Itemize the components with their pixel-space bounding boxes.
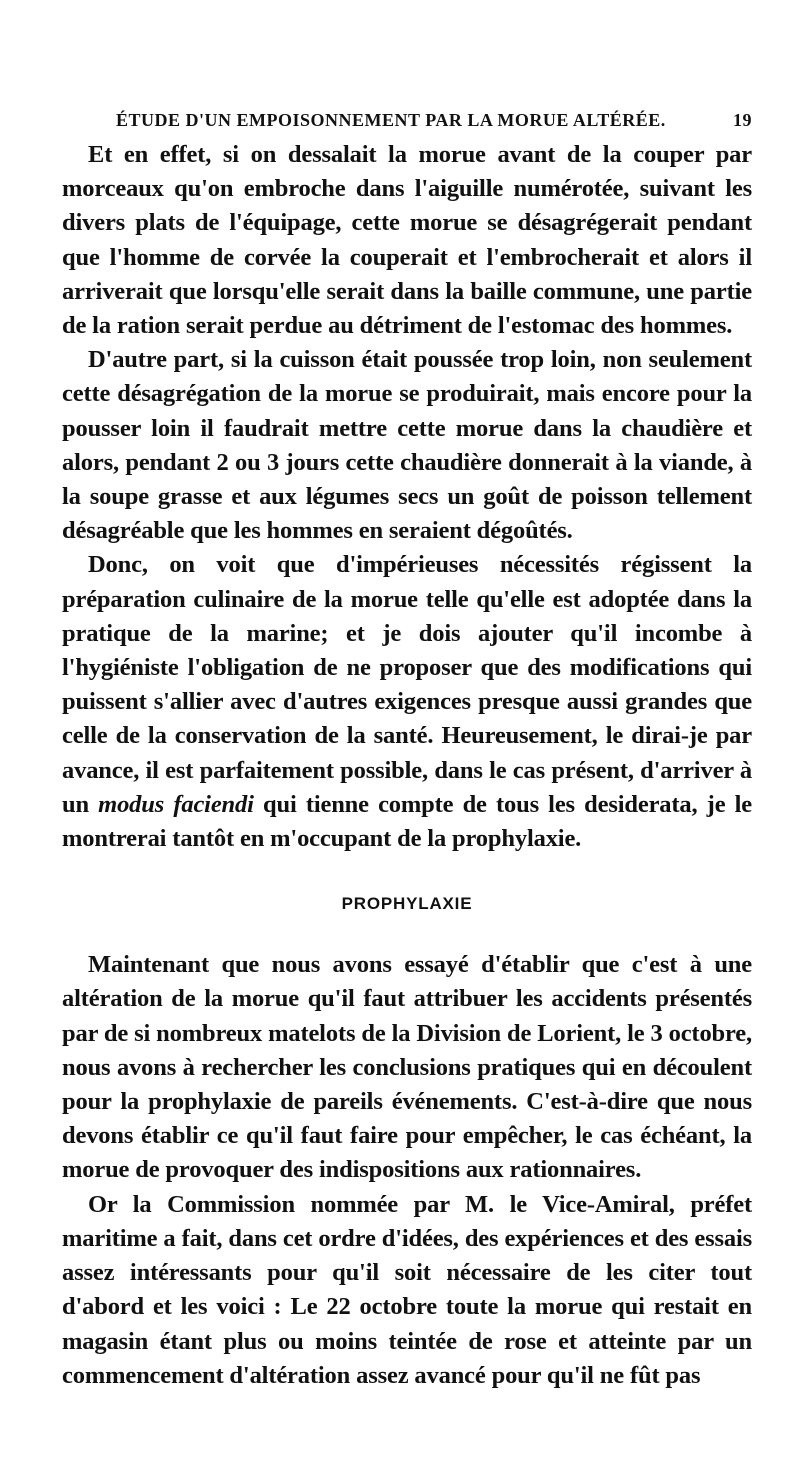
paragraph-3-italic-phrase: modus faciendi (98, 790, 254, 818)
paragraph-3-text-end: qui tienne compte de tous les desiderata, je le montrerai tantôt en m'occupant de la prophylaxie. (62, 790, 753, 853)
page-number: 19 (733, 110, 752, 130)
paragraph-2: D'autre part, si la cuisson était poussée trop loin, non seulement cette désagrégation de la morue se produirait, mais encore pour la pousser loin il faudrait mettre cette morue dans la chaudière et alors, pendant 2 ou 3 jours cette chaudière donnerait à la viande, à la soupe grasse et aux légumes secs un goût de poisson tellement désagréable que les hommes en seraient dégoûtés. (62, 346, 752, 545)
paragraph-4: Maintenant que nous avons essayé d'établir que c'est à une altération de la morue qu'il faut attribuer les accidents présentés par de si nombreux matelots de la Division de Lorient, le 3 octobre, nous avons à rechercher les conclusions pratiques qui en découlent pour la prophylaxie de pareils événements. C'est-à-dire que nous devons établir ce qu'il faut faire pour empêcher, le cas échéant, la morue de provoquer des indispositions aux rationnaires. (62, 951, 752, 1184)
paragraph-3-text-start: Donc, on voit que d'impérieuses nécessités régissent la préparation culinaire de la morue telle qu'elle est adoptée dans la pratique de la marine; et je dois ajouter qu'il incombe à l'hygiéniste l'obligation de ne proposer que des modifications qui puissent s'allier avec d'autres exigences presque aussi grandes que celle de la conservation de la santé. Heureusement, le dirai-je par avance, il est parfaitement possible, dans le cas présent, d'arriver à un (62, 551, 752, 818)
paragraph-3 (62, 548, 752, 856)
section-title: PROPHYLAXIE (341, 894, 473, 914)
running-title: ÉTUDE D'UN EMPOISONNEMENT PAR LA MORUE ALTÉRÉE. (116, 110, 666, 130)
paragraph-1: Et en effet, si on dessalait la morue avant de la couper par morceaux qu'on embroche dans l'aiguille numérotée, suivant les divers plats de l'équipage, cette morue se désagrégerait pendant que l'homme de corvée la couperait et l'embrocherait et alors il arriverait que lorsqu'elle serait dans la baille commune, une partie de la ration serait perdue au détriment de l'estomac des hommes. (62, 141, 752, 340)
paragraph-5: Or la Commission nommée par M. le Vice-Amiral, préfet maritime a fait, dans cet ordre d'idées, des expériences et des essais assez intéressants pour qu'il soit nécessaire de les citer tout d'abord et les voici : Le 22 octobre toute la morue qui restait en magasin étant plus ou moins teintée de rose et atteinte par un commencement d'altération assez avancé pour qu'il ne fût pas (62, 1190, 752, 1389)
book-page (62, 104, 752, 1393)
page-header (62, 104, 752, 138)
